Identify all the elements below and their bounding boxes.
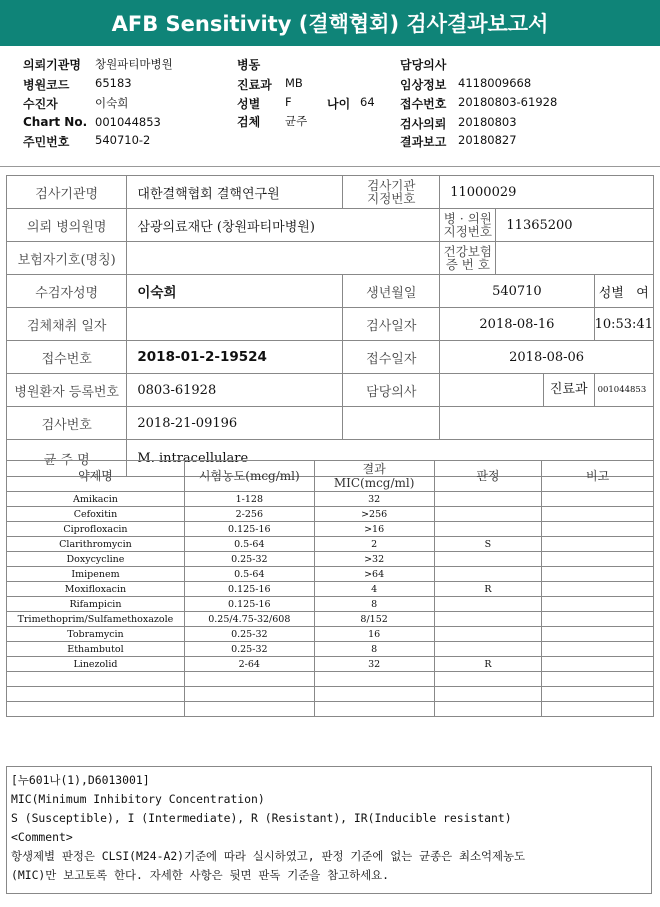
table-cell: [542, 507, 654, 522]
header-label: Chart No.: [23, 115, 88, 129]
table-cell: 2-256: [184, 507, 314, 522]
info-label: 접수번호: [7, 341, 127, 374]
header-label: 접수번호: [400, 97, 447, 111]
info-value: 0803-61928: [127, 374, 343, 407]
header-value: 65183: [95, 76, 132, 90]
header-value: 001044853: [95, 115, 161, 129]
table-cell: >16: [314, 522, 434, 537]
info-label: 보험자기호(명칭): [7, 242, 127, 275]
table-row: [7, 702, 654, 717]
table-cell: [434, 522, 542, 537]
header-label: 성별: [237, 97, 261, 111]
column-header: 결과 MIC(mcg/ml): [314, 461, 434, 492]
header-value: 이숙희: [95, 96, 129, 110]
table-cell: >256: [314, 507, 434, 522]
info-value: 540710: [440, 275, 594, 308]
header-value: 20180803-61928: [458, 95, 558, 109]
info-label: 접수일자: [343, 341, 440, 374]
info-value: [496, 242, 654, 275]
table-row: [7, 642, 654, 657]
comment-line: MIC(Minimum Inhibitory Concentration): [11, 792, 265, 806]
table-cell: >32: [314, 552, 434, 567]
table-cell: 32: [314, 492, 434, 507]
comment-line: [누601나(1),D6013001]: [11, 773, 150, 787]
drug-sensitivity-table: [6, 460, 654, 717]
table-cell: [542, 552, 654, 567]
table-cell: [434, 642, 542, 657]
table-cell: R: [434, 657, 542, 672]
header-divider: [0, 166, 660, 167]
table-row: [7, 582, 654, 597]
report-header: [0, 50, 660, 164]
table-cell: 2-64: [184, 657, 314, 672]
table-cell: Ciprofloxacin: [7, 522, 185, 537]
header-value: 64: [360, 95, 375, 109]
table-cell: [434, 567, 542, 582]
header-label: 의뢰기관명: [23, 58, 81, 72]
info-value: 2018-21-09196: [127, 407, 343, 440]
info-value: [440, 407, 654, 440]
comment-line: <Comment>: [11, 830, 73, 844]
header-label: 진료과: [237, 78, 272, 92]
table-cell: R: [434, 582, 542, 597]
table-cell: [434, 687, 542, 702]
table-cell: [314, 672, 434, 687]
header-value: 창원파티마병원: [95, 57, 173, 71]
header-label: 병동: [237, 58, 261, 72]
info-value: 진료과: [440, 374, 594, 407]
table-cell: Amikacin: [7, 492, 185, 507]
table-cell: Doxycycline: [7, 552, 185, 567]
comment-line: S (Susceptible), I (Intermediate), R (Resistant), IR(Inducible resistant): [11, 811, 512, 825]
column-header: 판정: [434, 461, 542, 492]
header-value: 4118009668: [458, 76, 532, 90]
table-cell: [434, 612, 542, 627]
comment-line: (MIC)만 보고토록 한다. 자세한 사항은 뒷면 판독 기준을 참고하세요.: [11, 868, 389, 882]
table-cell: [184, 687, 314, 702]
table-cell: [7, 702, 185, 717]
report-title: AFB Sensitivity (결핵협회) 검사결과보고서: [0, 0, 660, 46]
info-label: 병 · 의원 지정번호: [440, 209, 496, 242]
info-value: 10:53:41: [594, 308, 653, 341]
info-label: 수검자성명: [7, 275, 127, 308]
table-cell: 8/152: [314, 612, 434, 627]
table-cell: [542, 492, 654, 507]
table-cell: [434, 702, 542, 717]
table-cell: [434, 672, 542, 687]
table-cell: [7, 672, 185, 687]
patient-info-table: [6, 175, 654, 477]
table-row: [7, 612, 654, 627]
table-cell: 8: [314, 642, 434, 657]
info-value: M. intracellulare: [127, 440, 654, 477]
table-cell: 0.5-64: [184, 537, 314, 552]
table-row: [7, 537, 654, 552]
comment-line: 항생제별 판정은 CLSI(M24-A2)기준에 따라 실시하였고, 판정 기준에 없는 균종은 최소억제농도: [11, 849, 525, 863]
info-label: 생년월일: [343, 275, 440, 308]
table-row: [7, 657, 654, 672]
column-header: 비고: [542, 461, 654, 492]
table-cell: [542, 627, 654, 642]
table-cell: Tobramycin: [7, 627, 185, 642]
header-label: 병원코드: [23, 78, 70, 92]
table-row: [7, 687, 654, 702]
table-cell: 16: [314, 627, 434, 642]
info-label: 병원환자 등록번호: [7, 374, 127, 407]
info-label: 검사기관명: [7, 176, 127, 209]
info-label: 의뢰 병의원명: [7, 209, 127, 242]
table-cell: [434, 597, 542, 612]
header-value: 균주: [285, 114, 308, 128]
table-cell: [542, 612, 654, 627]
table-row: [7, 597, 654, 612]
table-cell: 0.125-16: [184, 522, 314, 537]
table-cell: [542, 642, 654, 657]
info-label: 검체채취 일자: [7, 308, 127, 341]
table-cell: [184, 702, 314, 717]
table-cell: Clarithromycin: [7, 537, 185, 552]
table-cell: 0.25-32: [184, 627, 314, 642]
header-label: 결과보고: [400, 135, 447, 149]
info-value: 001044853: [594, 374, 653, 407]
info-value: 삼광의료재단 (창원파티마병원): [127, 209, 440, 242]
info-value: [127, 308, 343, 341]
table-cell: Trimethoprim/Sulfamethoxazole: [7, 612, 185, 627]
header-label: 임상정보: [400, 78, 447, 92]
table-row: [7, 492, 654, 507]
info-value: 11000029: [440, 176, 654, 209]
table-cell: [542, 582, 654, 597]
header-label: 주민번호: [23, 135, 70, 149]
table-cell: Imipenem: [7, 567, 185, 582]
table-cell: [184, 672, 314, 687]
table-cell: Cefoxitin: [7, 507, 185, 522]
info-value: 11365200: [496, 209, 654, 242]
table-cell: >64: [314, 567, 434, 582]
header-value: 540710-2: [95, 133, 151, 147]
table-cell: [542, 567, 654, 582]
header-label: 수진자: [23, 97, 58, 111]
table-cell: Rifampicin: [7, 597, 185, 612]
info-label: 검사번호: [7, 407, 127, 440]
info-value: [343, 407, 440, 440]
header-value: 20180803: [458, 115, 517, 129]
header-value: 20180827: [458, 133, 517, 147]
table-cell: [542, 702, 654, 717]
header-value: MB: [285, 76, 303, 90]
info-value: 2018-01-2-19524: [127, 341, 343, 374]
table-cell: [542, 657, 654, 672]
drug-table-body: [7, 492, 654, 717]
table-row: [7, 552, 654, 567]
header-label: 검체: [237, 115, 261, 129]
table-cell: [434, 492, 542, 507]
table-cell: [434, 552, 542, 567]
table-row: [7, 522, 654, 537]
table-cell: 0.25/4.75-32/608: [184, 612, 314, 627]
table-cell: 1-128: [184, 492, 314, 507]
header-label: 검사의뢰: [400, 117, 447, 131]
column-header: 약제명: [7, 461, 185, 492]
info-value: 대한결핵협회 결핵연구원: [127, 176, 343, 209]
header-value: F: [285, 95, 292, 109]
table-cell: [7, 687, 185, 702]
info-value: 성별 여: [594, 275, 653, 308]
info-value: 2018-08-06: [440, 341, 654, 374]
table-cell: [314, 702, 434, 717]
table-cell: 0.5-64: [184, 567, 314, 582]
table-cell: [542, 687, 654, 702]
table-cell: [542, 522, 654, 537]
table-cell: Linezolid: [7, 657, 185, 672]
table-cell: S: [434, 537, 542, 552]
info-value: [127, 242, 440, 275]
table-row: [7, 567, 654, 582]
table-cell: [314, 687, 434, 702]
table-row: [7, 507, 654, 522]
table-cell: Moxifloxacin: [7, 582, 185, 597]
table-cell: 8: [314, 597, 434, 612]
header-label: 나이: [327, 97, 351, 111]
table-cell: 0.25-32: [184, 642, 314, 657]
table-cell: 32: [314, 657, 434, 672]
header-label: 담당의사: [400, 58, 447, 72]
table-cell: [542, 672, 654, 687]
comment-box: [6, 766, 652, 894]
info-label: 균 주 명: [7, 440, 127, 477]
table-cell: [542, 597, 654, 612]
table-cell: [434, 627, 542, 642]
table-cell: 2: [314, 537, 434, 552]
table-cell: 0.125-16: [184, 597, 314, 612]
table-row: [7, 627, 654, 642]
info-label: 담당의사: [343, 374, 440, 407]
info-label: 검사일자: [343, 308, 440, 341]
info-value: 이숙희: [127, 275, 343, 308]
table-cell: [434, 507, 542, 522]
column-header: 시험농도(mcg/ml): [184, 461, 314, 492]
info-label: 검사기관 지정번호: [343, 176, 440, 209]
table-cell: 0.125-16: [184, 582, 314, 597]
table-row: [7, 672, 654, 687]
table-cell: 4: [314, 582, 434, 597]
table-cell: 0.25-32: [184, 552, 314, 567]
table-cell: [542, 537, 654, 552]
info-value: 2018-08-16: [440, 308, 594, 341]
table-cell: Ethambutol: [7, 642, 185, 657]
info-label: 건강보험 증 번 호: [440, 242, 496, 275]
